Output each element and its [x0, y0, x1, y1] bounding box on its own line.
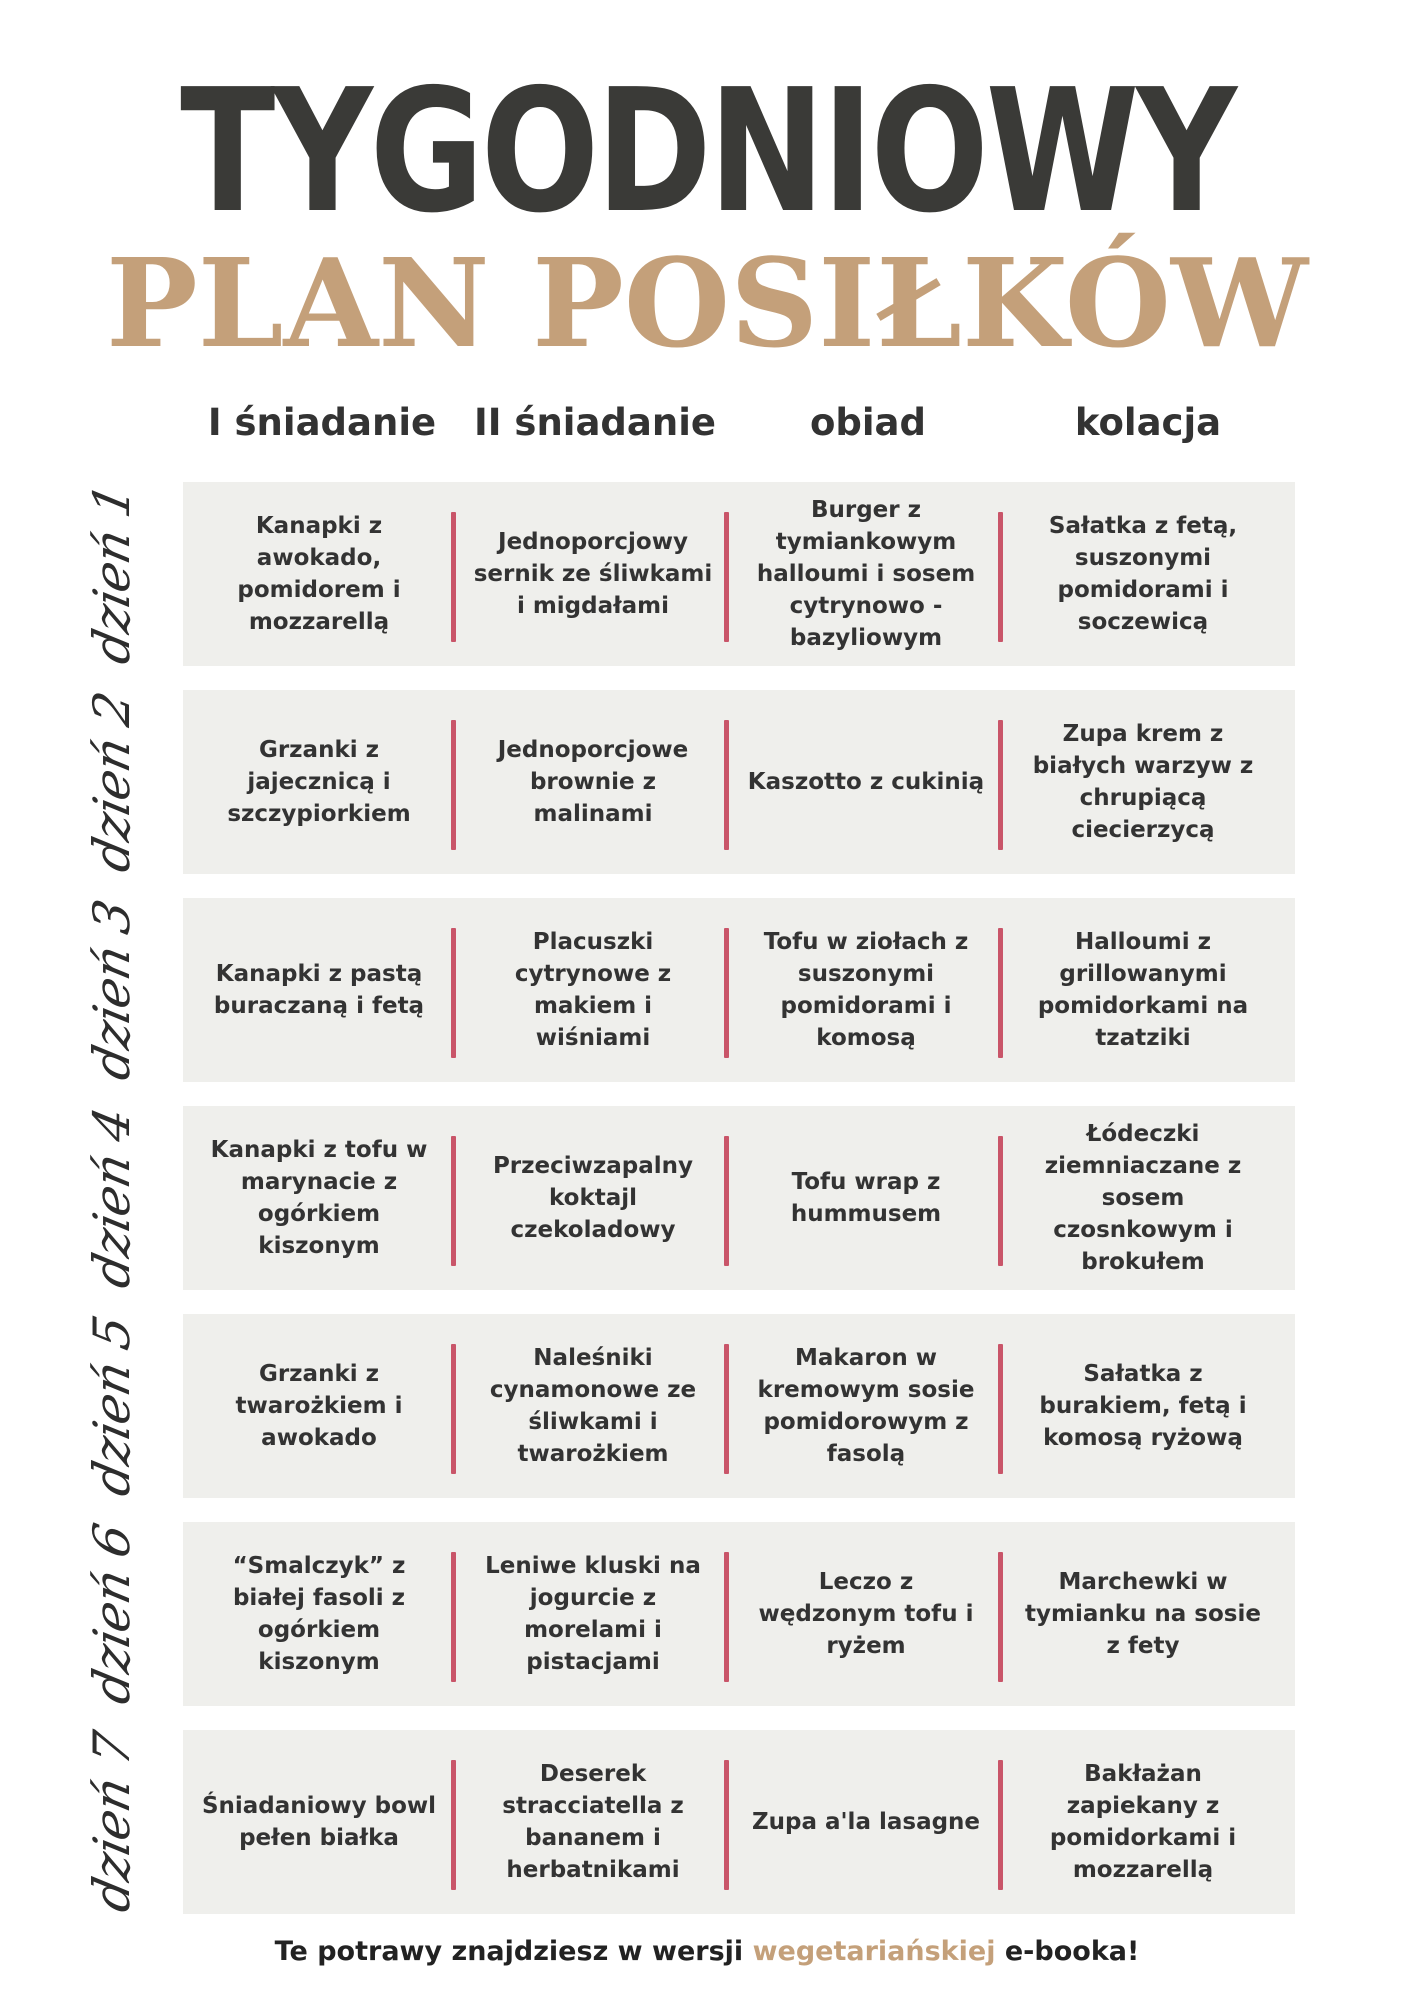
footer-highlight: wegetariańskiej	[752, 1936, 996, 1967]
column-divider	[451, 1136, 456, 1266]
meal-cell: Kaszotto z cukinią	[747, 769, 985, 795]
column-divider	[724, 1136, 729, 1266]
column-divider	[724, 1344, 729, 1474]
meal-cell: Halloumi z grillowanymi pomidorkami na tzatziki	[1037, 929, 1249, 1051]
meal-cell: Makaron w kremowym sosie pomidorowym z fasolą	[757, 1345, 975, 1467]
title-line-1: TYGODNIOWY	[180, 53, 1234, 251]
column-divider	[451, 928, 456, 1058]
day-row-7	[183, 1730, 1295, 1914]
column-divider	[724, 720, 729, 850]
footer-text-after: e-booka!	[995, 1936, 1140, 1967]
column-divider	[998, 512, 1003, 642]
meal-cell: Tofu wrap z hummusem	[790, 1169, 942, 1227]
meal-cell: Bakłażan zapiekany z pomidorkami i mozzarellą	[1049, 1761, 1237, 1883]
meal-cell: Kanapki z pastą buraczaną i fetą	[213, 961, 425, 1019]
column-divider	[451, 512, 456, 642]
column-divider	[724, 1552, 729, 1682]
day-label-6: dzień 6	[83, 1519, 141, 1709]
meal-cell: Leczo z wędzonym tofu i ryżem	[758, 1569, 974, 1659]
column-divider	[451, 1344, 456, 1474]
day-row-3	[183, 898, 1295, 1082]
day-row-2	[183, 690, 1295, 874]
meal-cell: Leniwe kluski na jogurcie z morelami i pistacjami	[485, 1553, 701, 1675]
column-headers	[183, 398, 1295, 448]
day-row-5	[183, 1314, 1295, 1498]
meal-cell: Grzanki z twarożkiem i awokado	[235, 1361, 403, 1451]
meal-cell: Marchewki w tymianku na sosie z fety	[1025, 1569, 1261, 1659]
meal-cell: Zupa a'la lasagne	[751, 1809, 981, 1835]
meal-cell: Sałatka z fetą, suszonymi pomidorami i soczewicą	[1048, 513, 1238, 635]
title-line-2: PLAN POSIŁKÓW	[105, 231, 1308, 375]
column-divider	[998, 1136, 1003, 1266]
column-divider	[998, 1344, 1003, 1474]
meal-cell: Łódeczki ziemniaczane z sosem czosnkowym i brokułem	[1044, 1121, 1242, 1275]
column-divider	[724, 1760, 729, 1890]
day-label-3: dzień 3	[83, 895, 141, 1085]
column-divider	[998, 1552, 1003, 1682]
column-header-lunch: obiad	[809, 401, 927, 444]
column-divider	[998, 720, 1003, 850]
meal-cell: Kanapki z awokado, pomidorem i mozzarellą	[237, 513, 401, 635]
column-divider	[451, 1760, 456, 1890]
meal-cell: Zupa krem z białych warzyw z chrupiącą ciecierzycą	[1032, 721, 1254, 843]
meal-cell: Śniadaniowy bowl pełen białka	[201, 1793, 437, 1851]
meal-cell: “Smalczyk” z białej fasoli z ogórkiem kiszonym	[232, 1553, 406, 1675]
meal-cell: Przeciwzapalny koktajl czekoladowy	[492, 1153, 694, 1243]
footer-note	[0, 1934, 1414, 1970]
meal-cell: Jednoporcjowe brownie z malinami	[497, 737, 689, 827]
column-header-breakfast-2: II śniadanie	[474, 401, 716, 444]
day-row-6	[183, 1522, 1295, 1706]
meal-cell: Naleśniki cynamonowe ze śliwkami i twarożkiem	[489, 1345, 697, 1467]
meal-cell: Jednoporcjowy sernik ze śliwkami i migdałami	[473, 529, 713, 619]
day-row-4	[183, 1106, 1295, 1290]
footer-text-before: Te potrawy znajdziesz w wersji	[274, 1936, 753, 1967]
day-label-4: dzień 4	[83, 1103, 141, 1293]
meal-cell: Sałatka z burakiem, fetą i komosą ryżową	[1039, 1361, 1247, 1451]
meal-cell: Tofu w ziołach z suszonymi pomidorami i komosą	[763, 929, 969, 1051]
column-header-dinner: kolacja	[1074, 401, 1222, 444]
day-row-1	[183, 482, 1295, 666]
column-divider	[724, 512, 729, 642]
column-divider	[451, 720, 456, 850]
day-label-1: dzień 1	[83, 479, 141, 669]
day-label-5: dzień 5	[83, 1311, 141, 1501]
column-divider	[998, 928, 1003, 1058]
meal-cell: Placuszki cytrynowe z makiem i wiśniami	[514, 929, 672, 1051]
day-label-7: dzień 7	[83, 1727, 141, 1917]
column-divider	[451, 1552, 456, 1682]
column-divider	[998, 1760, 1003, 1890]
meal-cell: Grzanki z jajecznicą i szczypiorkiem	[227, 737, 411, 827]
day-label-2: dzień 2	[83, 687, 141, 877]
meal-cell: Deserek stracciatella z bananem i herbatnikami	[502, 1761, 684, 1883]
column-header-breakfast-1: I śniadanie	[207, 401, 437, 444]
column-divider	[724, 928, 729, 1058]
meal-cell: Burger z tymiankowym halloumi i sosem cytrynowo - bazyliowym	[756, 497, 976, 651]
meal-cell: Kanapki z tofu w marynacie z ogórkiem kiszonym	[210, 1137, 428, 1259]
